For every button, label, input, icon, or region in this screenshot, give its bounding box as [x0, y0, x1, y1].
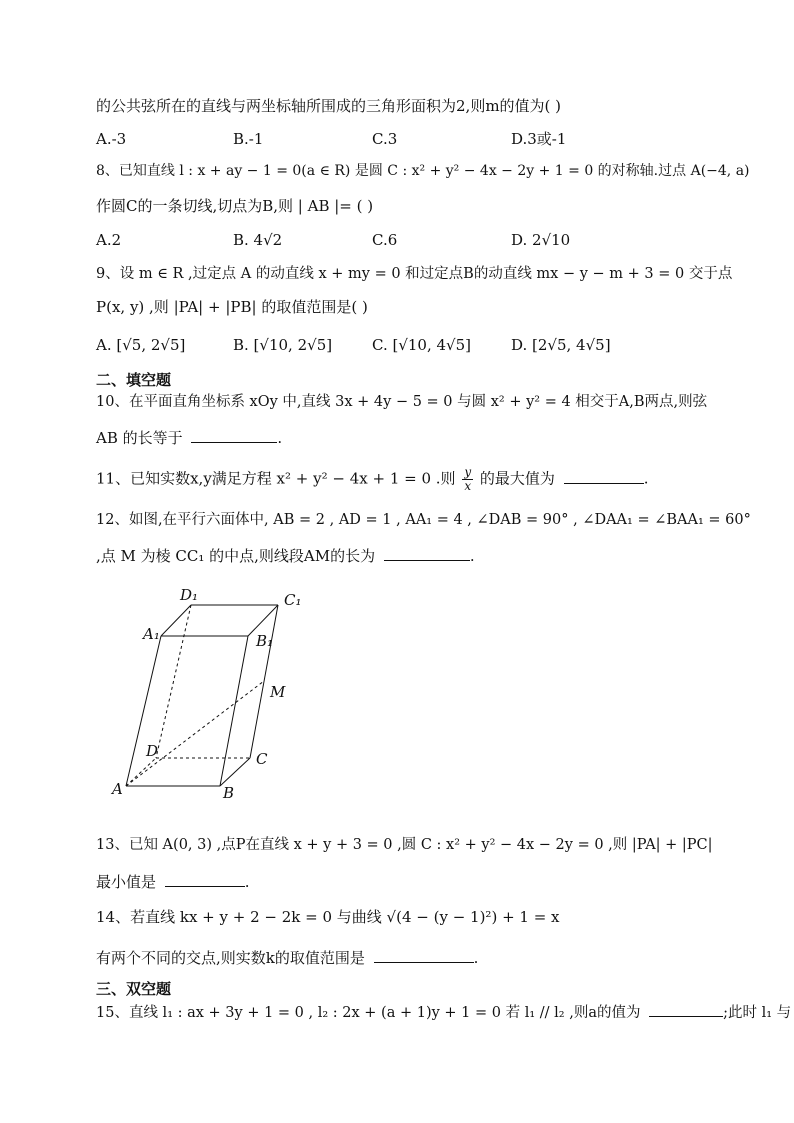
- label-M: M: [270, 683, 286, 701]
- problem10-text: AB 的长等于: [96, 429, 183, 447]
- label-A: A: [112, 780, 123, 798]
- problem12-text: ,点 M 为棱 CC₁ 的中点,则线段AM的长为: [96, 547, 376, 565]
- problem14-line1: 14、若直线 kx + y + 2 − 2k = 0 与曲线 √(4 − (y − 1)²) + 1 = x: [96, 908, 560, 926]
- problem14-text: 有两个不同的交点,则实数k的取值范围是: [96, 949, 365, 967]
- p9-option-c: C. [√10, 4√5]: [372, 336, 472, 354]
- label-A1: A₁: [143, 625, 160, 643]
- problem15-line1: [96, 1000, 791, 1024]
- label-D1: D₁: [180, 586, 199, 604]
- p7-option-c: C.3: [372, 130, 398, 148]
- p9-option-b: B. [√10, 2√5]: [233, 336, 333, 354]
- problem8-line1: 8、已知直线 l : x + ay − 1 = 0(a ∈ R) 是圆 C : x² + y² − 4x − 2y + 1 = 0 的对称轴.过点 A(−4, a): [96, 163, 750, 179]
- answer-blank-13[interactable]: [165, 870, 245, 887]
- fraction-y-over-x: $\frac{y}{x}$: [464, 465, 472, 493]
- label-C1: C₁: [284, 591, 302, 609]
- label-D: D: [146, 742, 159, 760]
- p9-option-d: D. [2√5, 4√5]: [511, 336, 611, 354]
- p7-option-a: A.-3: [96, 130, 127, 148]
- label-C: C: [256, 750, 268, 768]
- problem15-text-end: ;此时 l₁ 与: [723, 1005, 792, 1021]
- parallelepiped-figure: [108, 583, 308, 803]
- problem11-text: 11、已知实数x,y满足方程 x² + y² − 4x + 1 = 0 .则: [96, 469, 456, 488]
- p8-option-b: B. 4√2: [233, 231, 283, 249]
- answer-blank-14[interactable]: [374, 946, 474, 963]
- problem13-text: 最小值是: [96, 873, 157, 891]
- p7-option-d: D.3或-1: [511, 130, 567, 148]
- section-fill-in-heading: 二、填空题: [96, 371, 172, 389]
- problem10-line2: AB 的长等于 .: [96, 426, 282, 449]
- problem12-line1: 12、如图,在平行六面体中, AB = 2 , AD = 1 , AA₁ = 4 , ∠DAB = 90° , ∠DAA₁ = ∠BAA₁ = 60°: [96, 512, 751, 528]
- problem9-line2: P(x, y) ,则 |PA| + |PB| 的取值范围是( ): [96, 298, 368, 316]
- problem8-line2: 作圆C的一条切线,切点为B,则 | AB |= ( ): [96, 197, 374, 215]
- answer-blank-10[interactable]: [191, 426, 277, 443]
- problem11-line: 11、已知实数x,y满足方程 x² + y² − 4x + 1 = 0 .则 $\frac{y}{x}$ 的最大值为 .: [96, 465, 649, 493]
- problem10-line1: 10、在平面直角坐标系 xOy 中,直线 3x + 4y − 5 = 0 与圆 x² + y² = 4 相交于A,B两点,则弦: [96, 394, 708, 410]
- label-B1: B₁: [256, 632, 274, 650]
- p9-option-a: A. [√5, 2√5]: [96, 336, 186, 354]
- p8-option-a: A.2: [96, 231, 122, 249]
- problem11-text-end: 的最大值为: [479, 469, 555, 488]
- problem12-line2: ,点 M 为棱 CC₁ 的中点,则线段AM的长为 .: [96, 544, 475, 567]
- problem9-line1: 9、设 m ∈ R ,过定点 A 的动直线 x + my = 0 和过定点B的动直线 mx − y − m + 3 = 0 交于点: [96, 266, 733, 282]
- problem15-text: 15、直线 l₁ : ax + 3y + 1 = 0 , l₂ : 2x + (a + 1)y + 1 = 0 若 l₁ // l₂ ,则a的值为: [96, 1005, 641, 1021]
- problem14-line2: 有两个不同的交点,则实数k的取值范围是 .: [96, 946, 478, 969]
- problem13-line1: 13、已知 A(0, 3) ,点P在直线 x + y + 3 = 0 ,圆 C : x² + y² − 4x − 2y = 0 ,则 |PA| + |PC|: [96, 837, 713, 853]
- problem13-line2: 最小值是 .: [96, 870, 250, 893]
- p8-option-c: C.6: [372, 231, 398, 249]
- problem7-stem-end: 的公共弦所在的直线与两坐标轴所围成的三角形面积为2,则m的值为( ): [96, 97, 562, 115]
- answer-blank-12[interactable]: [384, 544, 470, 561]
- section-double-blank-heading: 三、双空题: [96, 980, 172, 998]
- p8-option-d: D. 2√10: [511, 231, 571, 249]
- label-B: B: [223, 784, 235, 802]
- answer-blank-15[interactable]: [649, 1000, 723, 1017]
- p7-option-b: B.-1: [233, 130, 264, 148]
- answer-blank-11[interactable]: [564, 467, 644, 484]
